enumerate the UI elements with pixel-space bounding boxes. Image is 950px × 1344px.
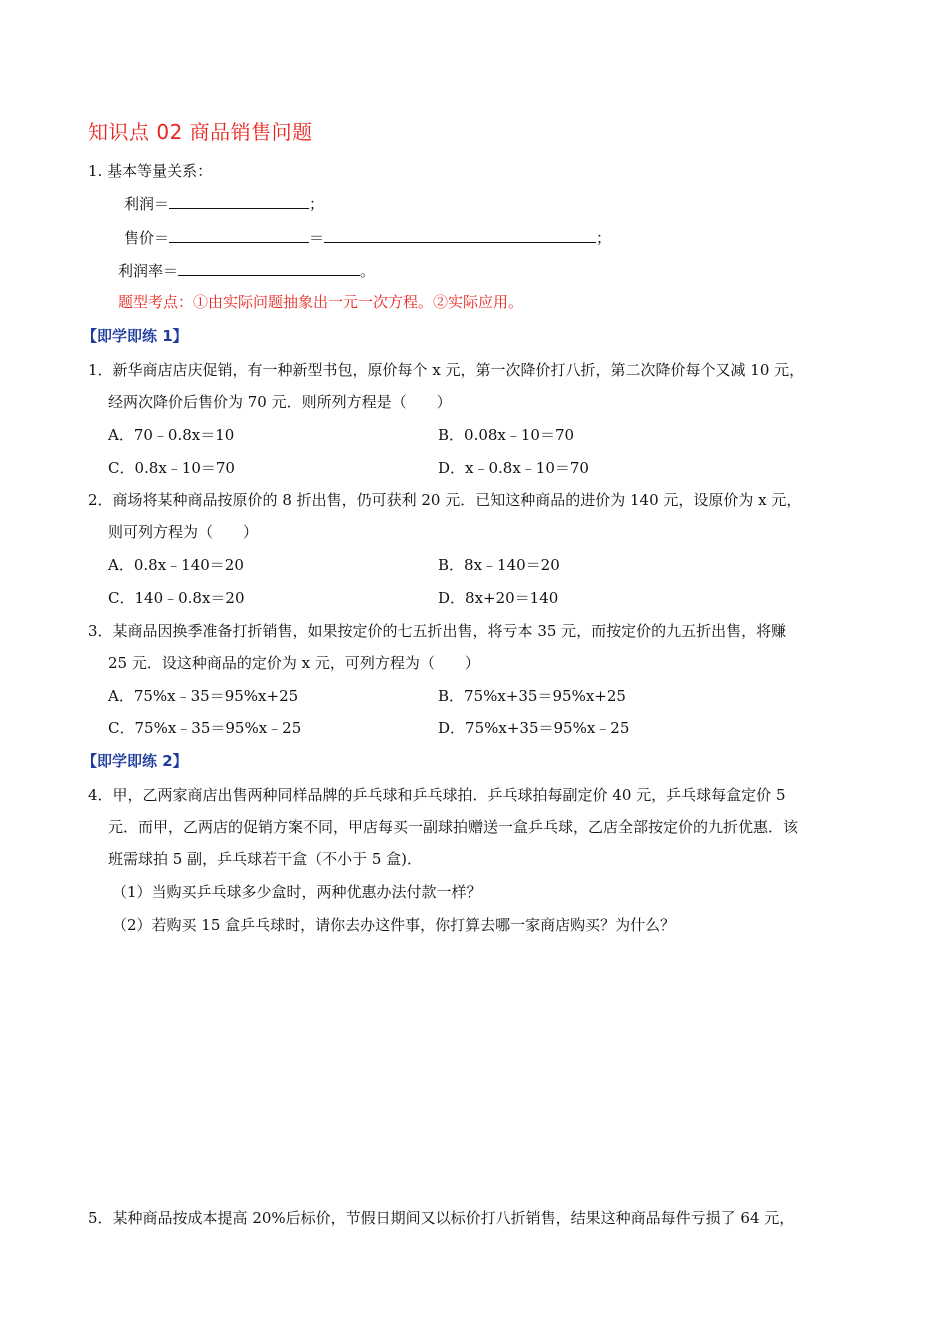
price-label: 售价＝ xyxy=(124,229,170,247)
q2-option-d: D．8x+20＝140 xyxy=(438,589,559,607)
price-eq: ＝ xyxy=(309,229,325,247)
practice2-header: 【即学即练 2】 xyxy=(82,752,188,770)
q1-option-c: C．0.8x﹣10＝70 xyxy=(108,459,235,477)
q2-line2: 则可列方程为（ ） xyxy=(108,523,259,541)
rate-label: 利润率＝ xyxy=(118,262,179,280)
rate-end: 。 xyxy=(360,262,376,280)
rate-formula xyxy=(118,260,375,281)
profit-formula xyxy=(124,193,324,214)
price-formula xyxy=(124,227,611,248)
q2-line1: 2．商场将某种商品按原价的 8 折出售，仍可获利 20 元．已知这种商品的进价为 140 元，设原价为 x 元， xyxy=(88,491,802,509)
profit-label: 利润＝ xyxy=(124,195,170,213)
q3-option-c: C．75%x﹣35＝95%x﹣25 xyxy=(108,719,302,737)
profit-end: ； xyxy=(309,195,325,213)
q1-line2: 经两次降价后售价为 70 元．则所列方程是（ ） xyxy=(108,393,452,411)
q4-line3: 班需球拍 5 副，乒乓球若干盒（不小于 5 盒)． xyxy=(108,850,423,868)
q5-line1: 5．某种商品按成本提高 20%后标价，节假日期间又以标价打八折销售，结果这种商品每件亏损了 64 元， xyxy=(88,1209,795,1227)
practice1-header: 【即学即练 1】 xyxy=(82,327,188,345)
q1-option-b: B．0.08x﹣10＝70 xyxy=(438,426,575,444)
q4-sub1: （1）当购买乒乓球多少盒时，两种优惠办法付款一样？ xyxy=(112,883,482,901)
q1-option-a: A．70﹣0.8x＝10 xyxy=(108,426,235,444)
price-blank-2 xyxy=(324,228,596,243)
q3-option-a: A．75%x﹣35＝95%x+25 xyxy=(108,687,299,705)
q2-option-b: B．8x﹣140＝20 xyxy=(438,556,560,574)
q4-line1: 4．甲，乙两家商店出售两种同样品牌的乒乓球和乒乓球拍．乒乓球拍每副定价 40 元，乒乓球每盒定价 5 xyxy=(88,786,786,804)
topic-note: 题型考点：①由实际问题抽象出一元一次方程。②实际应用。 xyxy=(118,293,524,311)
rate-blank xyxy=(178,261,360,276)
q3-line2: 25 元．设这种商品的定价为 x 元，可列方程为（ ） xyxy=(108,654,480,672)
q1-line1: 1．新华商店店庆促销，有一种新型书包，原价每个 x 元，第一次降价打八折，第二次降价每个又减 10 元， xyxy=(88,361,805,379)
section-title: 知识点 02 商品销售问题 xyxy=(88,120,313,144)
q3-line1: 3．某商品因换季准备打折销售，如果按定价的七五折出售，将亏本 35 元，而按定价的九五折出售，将赚 xyxy=(88,622,787,640)
price-end: ； xyxy=(596,229,612,247)
relations-heading: 1. 基本等量关系： xyxy=(88,162,213,180)
q4-sub2: （2）若购买 15 盒乒乓球时，请你去办这件事，你打算去哪一家商店购买？为什么？ xyxy=(112,916,676,934)
q3-option-d: D．75%x+35＝95%x﹣25 xyxy=(438,719,630,737)
price-blank-1 xyxy=(169,228,309,243)
q1-option-d: D．x﹣0.8x﹣10＝70 xyxy=(438,459,589,477)
q2-option-a: A．0.8x﹣140＝20 xyxy=(108,556,244,574)
profit-blank xyxy=(169,194,309,209)
q3-option-b: B．75%x+35＝95%x+25 xyxy=(438,687,626,705)
q4-line2: 元．而甲，乙两店的促销方案不同，甲店每买一副球拍赠送一盒乒乓球，乙店全部按定价的九折优惠．该 xyxy=(108,818,799,836)
q2-option-c: C．140﹣0.8x＝20 xyxy=(108,589,245,607)
